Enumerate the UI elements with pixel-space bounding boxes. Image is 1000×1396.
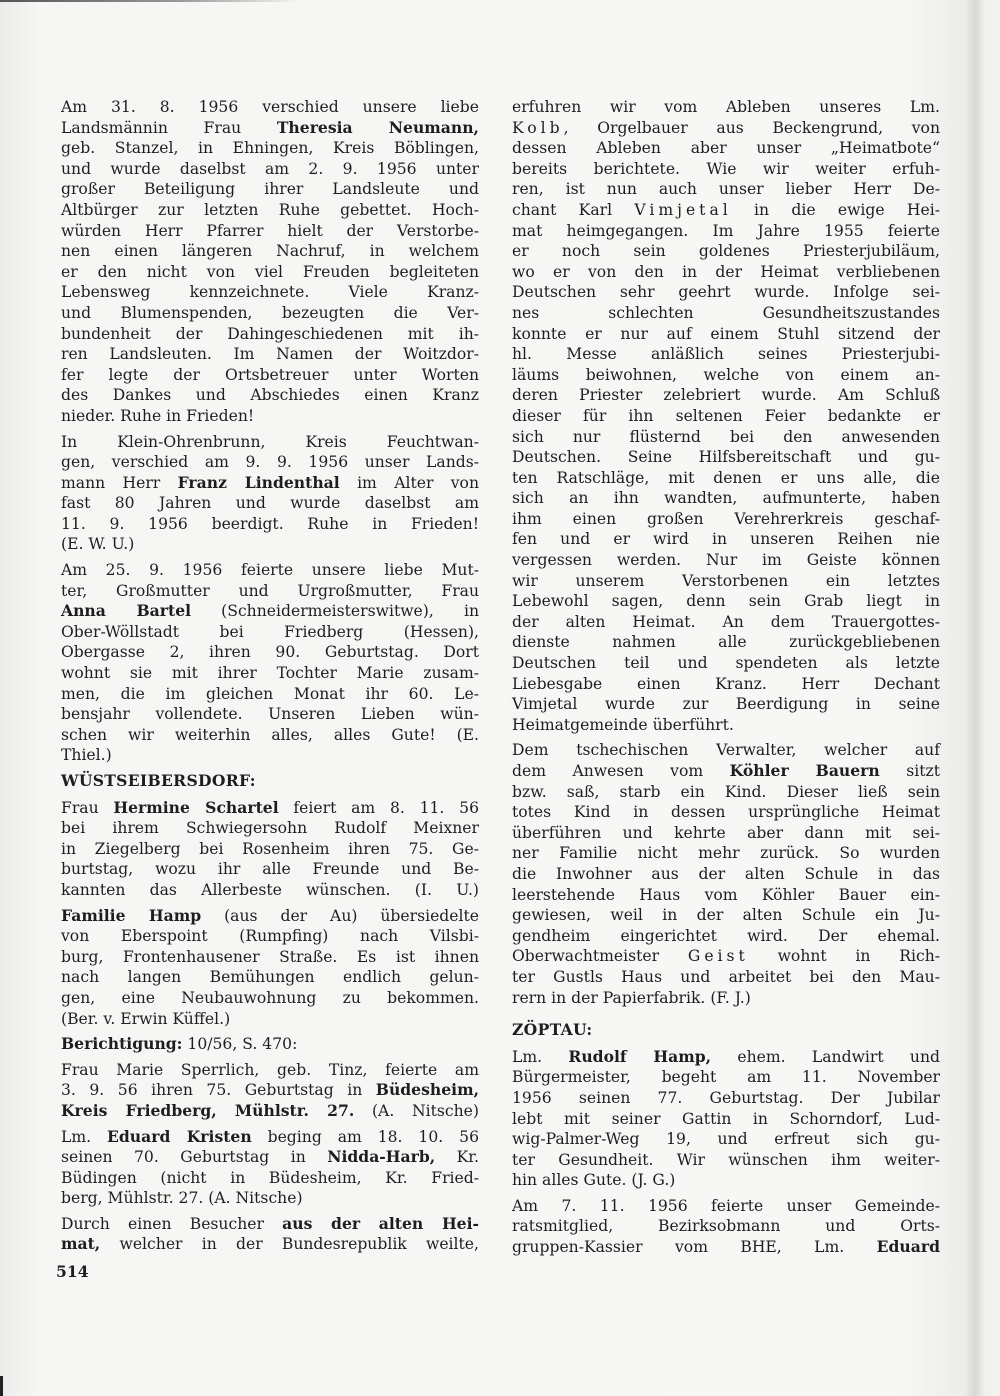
text-line: berg, Mühlstr. 27. (A. Nitsche) [61,1189,303,1208]
text-line: Deutschen. Seine Hilfsbereitschaft und gu- [512,448,940,467]
text-line: bei ihrem Schwiegersohn Rudolf Meixner [61,819,479,838]
text-line [61,1127,479,1148]
relocation-familie-hamp [61,906,479,1030]
birthday-eduard-kristen [61,1127,479,1209]
text-line [61,1080,479,1101]
text-line: Frau Marie Sperrlich, geb. Tinz, feierte am [61,1060,479,1079]
place-name: Büdesheim, [375,1080,479,1100]
text-line: dieser für ihn seltenen Feier bedankte er [512,406,940,425]
person-name: Franz Lindenthal [177,472,340,492]
section-heading-zoeptau: ZÖPTAU: [512,1020,593,1040]
text-run: (Schneidermeisterswitwe), in [191,602,479,621]
report-koehler-bauern [512,740,940,1008]
text-line [61,118,479,139]
text-line: konnte er nur auf einem Stuhl sitzend der [512,324,940,343]
text-line [512,118,940,139]
text-line: Dem tschechischen Verwalter, welcher auf [512,741,940,760]
section-heading-wuestseibersdorf: WÜSTSEIBERSDORF: [61,771,256,790]
text-run: dem Anwesen vom [512,762,730,780]
address: Kreis Friedberg, Mühlstr. 27. [61,1100,355,1120]
text-line: Deutschen sehr geehrt wurde. Infolge sei- [512,283,940,302]
text-line: leerstehende Haus vom Köhler Bauer ein- [512,885,940,904]
text-line: ter Gustls Haus und arbeitet bei den Mau- [512,967,940,986]
obituary-theresia-neumann [61,97,479,427]
text-run: 3. 9. 56 ihren 75. Geburtstag in [61,1081,376,1100]
text-line: sich an ihn wandten, aufmunterte, haben [512,489,940,508]
text-line [61,1214,479,1235]
text-line: wo er von den in der Heimat verbliebenen [512,262,940,281]
text-line: Bürgermeister, begeht am 11. November [512,1068,940,1087]
person-name: Anna Bartel [61,601,192,621]
text-line: ihm einen großen Verehrerkreis geschaf- [512,509,940,528]
text-line: ter, Großmutter und Urgroßmutter, Frau [61,581,479,600]
correction-marie-sperrlich [61,1060,479,1122]
text-line [512,200,940,221]
text-line: kannten das Allerbeste wünschen. (I. U.) [61,880,479,899]
text-run: chant Karl [512,200,635,219]
right-column [512,97,940,1263]
text-line: Obergasse 2, ihren 90. Geburtstag. Dort [61,643,479,662]
text-line: mat heimgegangen. Im Jahre 1955 feierte [512,221,940,240]
text-line: burtstag, wozu ihr alle Freunde und Be- [61,860,479,879]
person-name: Kolb [512,118,564,137]
text-line: gen, verschied am 9. 9. 1956 unser Lands- [61,453,479,472]
text-run: Frau [61,798,114,817]
text-run: Lm. [61,1127,108,1146]
text-line: 1956 seinen 77. Geburtstag. Der Jubilar [512,1088,940,1107]
text-line: (E. W. U.) [61,535,135,554]
text-run: ehem. Landwirt und [711,1047,940,1066]
birthday-rudolf-hamp [512,1047,940,1191]
text-line [61,473,479,494]
text-line: er noch sein goldenes Priesterjubiläum, [512,242,940,261]
text-run: sitzt [879,762,940,780]
text-line [61,798,479,819]
text-line: fer legte der Ortsbetreuer unter Worten [61,365,479,384]
text-line [512,1047,940,1068]
text-line: ren, ist nun auch unser lieber Herr De- [512,180,940,199]
text-run: 10/56, S. 470: [182,1035,298,1054]
text-line: ner Familie nicht mehr zurück. So wurden [512,844,940,863]
text-line: In Klein-Ohrenbrunn, Kreis Feuchtwan- [61,432,479,451]
text-line: ren Landsleuten. Im Namen der Woitzdor- [61,345,479,364]
text-line: würden Herr Pfarrer hielt der Verstorbe- [61,221,479,240]
text-line: Büdingen (nicht in Büdesheim, Kr. Fried- [61,1168,479,1187]
text-line: ten Ratschläge, mit denen er uns alle, die [512,468,940,487]
text-line: Am 7. 11. 1956 feierte unser Gemeinde- [512,1196,940,1215]
text-line: men, die im gleichen Monat ihr 60. Le- [61,684,479,703]
text-line: Thiel.) [61,746,112,765]
text-line: großer Beteiligung ihrer Landsleute und [61,180,479,199]
text-line: rern in der Papierfabrik. (F. J.) [512,988,751,1007]
text-line [61,1234,479,1255]
text-line: totes Kind in dessen ursprüngliche Heimat [512,803,940,822]
text-line: Ober-Wöllstadt bei Friedberg (Hessen), [61,622,479,641]
text-run: Landsmännin Frau [61,118,277,137]
text-line: läums beiwohnen, welche von einem an- [512,365,940,384]
text-line: hin alles Gute. (J. G.) [512,1171,676,1190]
text-line: hl. Messe anläßlich seines Priesterjubi- [512,345,940,364]
text-line: (Ber. v. Erwin Küffel.) [61,1009,231,1028]
text-line: nach langen Bemühungen endlich gelun- [61,968,479,987]
text-line: der alten Heimat. An dem Trauergottes- [512,612,940,631]
text-line: bundenheit der Dahingeschiedenen mit ih- [61,324,479,343]
person-name: Theresia Neumann, [276,117,479,137]
text-run: wohnt in Rich- [748,947,941,966]
text-line: bensjahr vollendete. Unseren Lieben wün- [61,705,479,724]
obituary-franz-lindenthal [61,432,479,556]
text-line: wig-Palmer-Weg 19, und erfreut sich gu- [512,1130,940,1149]
person-name: Hermine Schartel [113,797,279,817]
correction-heading [61,1034,479,1055]
text-line: von Eberspoint (Rumpfing) nach Vilsbi- [61,927,479,946]
text-line [61,1147,479,1168]
text-line: wohnt sie mit ihrer Tochter Marie zusam- [61,664,479,683]
text-run: Kr. [435,1148,479,1167]
text-line: burg, Frontenhausener Straße. Es ist ihnen [61,947,479,966]
text-run: beging am 18. 10. 56 [251,1127,479,1146]
text-run: Durch einen Besucher [61,1214,283,1233]
text-line: nen einen längeren Nachruf, in welchem [61,242,479,261]
text-line: gen, eine Neubauwohnung zu bekommen. [61,988,479,1007]
person-name: Familie Hamp [61,905,202,925]
person-name: Eduard Kristen [107,1126,252,1146]
text-line: lebt mit seiner Gattin in Schorndorf, Lud- [512,1109,940,1128]
text-run: Oberwachtmeister [512,947,688,966]
text-line: in Ziegelberg bei Rosenheim ihren 75. Ge- [61,839,479,858]
text-line [61,1101,479,1122]
text-run: (aus der Au) übersiedelte [201,906,479,925]
text-line: Altbürger zur letzten Ruhe gebettet. Hoch- [61,200,479,219]
text-line: fen und er wird in unseren Reihen nie [512,530,940,549]
text-line: vergessen werden. Nur im Geiste können [512,551,940,570]
text-line [61,906,479,927]
place-name: Nidda-Harb, [327,1147,436,1167]
person-name: Köhler Bauern [729,761,880,780]
text-run: in die ewige Hei- [731,200,940,219]
text-line: Lebewohl sagen, denn sein Grab liegt in [512,592,940,611]
text-line: wir unserem Verstorbenen ein letztes [512,571,940,590]
person-name: Eduard [876,1237,940,1257]
text-line [512,946,940,967]
text-run: feiert am 8. 11. 56 [278,798,479,817]
text-line: Am 31. 8. 1956 verschied unsere liebe [61,98,479,116]
text-line: nes schlechten Gesundheitszustandes [512,303,940,322]
person-name: Geist [687,947,749,966]
visitor-report-start [61,1214,479,1255]
text-line: Heimatgemeinde überführt. [512,715,734,734]
text-line: bereits berichtete. Wie wir weiter erfuh- [512,159,940,178]
text-line: dienste nahmen alle zurückgebliebenen [512,633,940,652]
text-run: , Orgelbauer aus Beckengrund, von [563,118,940,137]
text-line [61,1034,479,1055]
page-number: 514 [56,1262,89,1281]
obituary-dechant-vimjetal [512,97,940,735]
text-line: fast 80 Jahren und wurde daselbst am [61,494,479,513]
text-line: ter Gesundheit. Wir wünschen ihm weiter- [512,1150,940,1169]
text-line: geb. Stanzel, in Ehningen, Kreis Böblingen, [61,139,479,158]
correction-label: Berichtigung: [61,1034,183,1054]
emphasis: aus der alten Hei- [282,1213,479,1233]
top-rule [0,0,300,2]
text-line: erfuhren wir vom Ableben unseres Lm. [512,98,940,116]
text-line: die Inwohner aus der alten Schule in das [512,864,940,883]
text-run: im Alter von [339,473,479,492]
text-line: und Blumenspenden, bezeugten die Ver- [61,303,479,322]
text-line: sich nur flüsternd bei den anwesenden [512,427,940,446]
text-line: dessen Ableben aber unser „Heimatbote“ [512,139,940,158]
text-run: mann Herr [61,473,178,492]
text-line: 11. 9. 1956 beerdigt. Ruhe in Frieden! [61,514,479,533]
text-line: er den nicht von viel Freuden begleiteten [61,262,479,281]
birthday-hermine-schartel [61,798,479,901]
binding-mark [0,1376,3,1396]
emphasis: mat, [61,1234,101,1254]
celebration-eduard-start [512,1196,940,1258]
text-line: deren Priester zelebriert wurde. Am Schluß [512,386,940,405]
text-line: ratsmitglied, Bezirksobmann und Orts- [512,1217,940,1236]
text-line: schen wir weiterhin alles, alles Gute! (E. [61,725,479,744]
text-line: des Dankes und Abschiedes einen Kranz [61,386,479,405]
person-name: Vimjetal [634,200,732,219]
text-line: bzw. saß, starb ein Kind. Dieser ließ sein [512,782,940,801]
text-run: gruppen-Kassier vom BHE, Lm. [512,1238,877,1257]
text-line [512,1237,940,1258]
text-run: seinen 70. Geburtstag in [61,1148,328,1167]
text-line [512,761,940,782]
text-line: Deutschen teil und spendeten als letzte [512,654,940,673]
text-run: Lm. [512,1047,569,1066]
text-line: und wurde daselbst am 2. 9. 1956 unter [61,159,479,178]
text-line: nieder. Ruhe in Frieden! [61,406,255,425]
text-line: gendheim eingerichtet wird. Der ehemal. [512,926,940,945]
text-run: welcher in der Bundesrepublik weilte, [100,1235,479,1254]
text-line: gewiesen, weil in der alten Schule ein Ju- [512,906,940,925]
text-line: Am 25. 9. 1956 feierte unsere liebe Mut- [61,561,479,580]
text-line [61,601,479,622]
birthday-anna-bartel [61,560,479,766]
text-line: Vimjetal wurde zur Beerdigung in seine [512,695,940,714]
left-column [61,97,479,1260]
text-run: (A. Nitsche) [354,1101,479,1120]
text-line: Liebesgabe einen Kranz. Herr Dechant [512,674,940,693]
person-name: Rudolf Hamp, [568,1046,712,1066]
text-line: Lebensweg kennzeichnete. Viele Kranz- [61,283,479,302]
text-line: überführen und kehrte aber dann mit sei- [512,823,940,842]
